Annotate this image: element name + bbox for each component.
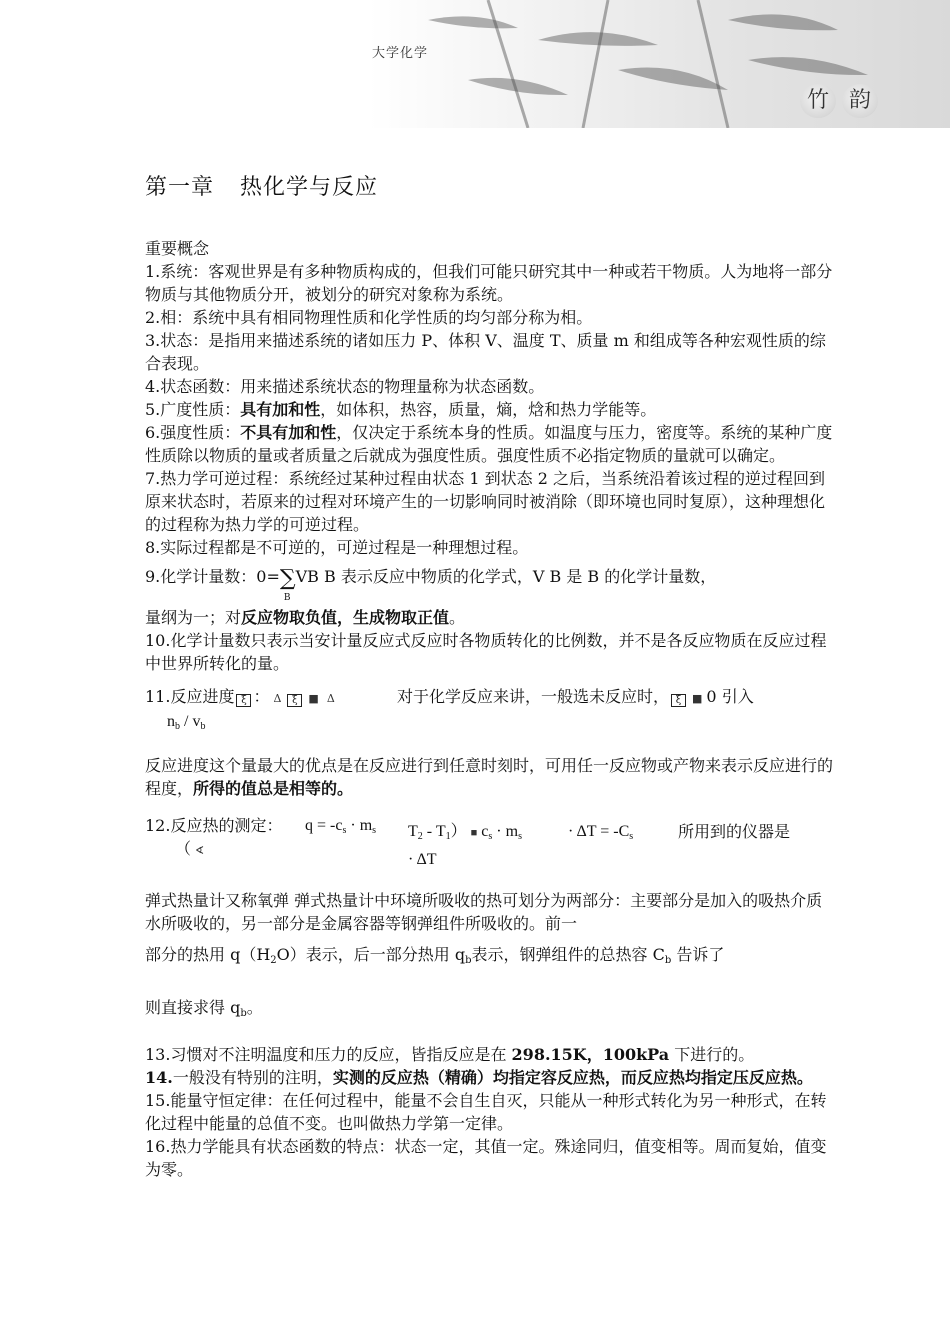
item-4: 4.状态函数：用来描述系统状态的物理量称为状态函数。	[145, 377, 545, 396]
chapter-number: 第一章	[145, 175, 215, 200]
item-12-cont-1: 弹式热量计又称氧弹 弹式热量计中环境所吸收的热可划分为两部分：主要部分是加入的吸热介质水所吸收的，另一部分是金属容器等钢弹组件所吸收的。前一	[145, 891, 823, 933]
xi-symbol-icon: ξ	[236, 694, 251, 707]
item-13: 13.习惯对不注明温度和压力的反应，皆指反应是在 298.15K，100kPa 下进行的。	[145, 1045, 755, 1064]
item-16: 16.热力学能具有状态函数的特点：状态一定，其值一定。殊途同归，值变相等。周而复始，值变为零。	[145, 1137, 827, 1179]
item-6: 6.强度性质：不具有加和性，仅决定于系统本身的性质。如温度与压力，密度等。系统的某种广度性质除以物质的量或者质量之后就成为强度性质。强度性质不必指定物质的量就可以确定。	[145, 423, 833, 465]
section-heading: 重要概念	[145, 239, 210, 258]
chapter-name: 热化学与反应	[240, 175, 379, 200]
arrow-mark-icon: ∢	[195, 844, 205, 857]
seal-rhyme: 韵	[842, 84, 878, 118]
item-1: 1.系统：客观世界是有多种物质构成的，但我们可能只研究其中一种或若干物质。人为地将一部分物质与其他物质分开，被划分的研究对象称为系统。	[145, 262, 833, 304]
header-title: 大学化学	[372, 46, 429, 61]
item-9-cont: 量纲为一；对反应物取负值，生成物取正值。	[145, 608, 466, 627]
item-14: 14.一般没有特别的注明，实测的反应热（精确）均指定容反应热，而反应热均指定压反应热。	[145, 1068, 813, 1087]
xi-symbol-icon: ξ	[671, 694, 686, 707]
item-3: 3.状态：是指用来描述系统的诸如压力 P、体积 V、温度 T、质量 m 和组成等各种宏观性质的综合表现。	[145, 331, 826, 373]
equals-mark-icon: ■	[308, 692, 319, 705]
item-12-cont-2: 部分的热用 $q(H_2O)$表示，后一部分热用 $q_b$表示，钢弹组件的总热容 $C_b$ 告诉了	[145, 945, 725, 966]
item-7: 7.热力学可逆过程：系统经过某种过程由状态 1 到状态 2 之后，当系统沿着该过程的逆过程回到原来状态时，若原来的过程对环境产生的一切影响同时被消除（即环境也同时复原），这种理想化的过程称为热力学的可逆过程。	[145, 469, 826, 534]
item-9: 9.化学计量数：0=∑ B VB B 表示反应中物质的化学式，V B 是 B 的化学计量数，	[145, 566, 717, 603]
item-12: 12.反应热的测定： （ ∢ $q = -c_s \cdot m_s$ $T_2 - T_1$） ■ $c_s \cdot m_s$ · ΔT · $\Delta T = -C_s$ 所用到的仪器是	[145, 816, 791, 868]
xi-symbol-icon: ξ	[287, 694, 302, 707]
item-11-cont: 反应进度这个量最大的优点是在反应进行到任意时刻时，可用任一反应物或产物来表示反应进行的程度，所得的值总是相等的。	[145, 756, 834, 798]
item-11: 11.反应进度 ξ ： Δ ξ ■ Δ $n_b / v_b$ 对于化学反应来讲，一般选未反应时， ξ ■ 0 引入	[145, 687, 754, 732]
equals-mark-icon: ■	[470, 827, 478, 839]
equals-mark-icon: ■	[692, 692, 703, 705]
chapter-title	[145, 170, 835, 201]
item-10: 10.化学计量数只表示当安计量反应式反应时各物质转化的比例数，并不是各反应物质在反应过程中世界所转化的量。	[145, 631, 827, 673]
item-2: 2.相：系统中具有相同物理性质和化学性质的均匀部分称为相。	[145, 308, 593, 327]
document-body	[145, 170, 835, 1181]
item-8: 8.实际过程都是不可逆的，可逆过程是一种理想过程。	[145, 538, 529, 557]
item-15: 15.能量守恒定律：在任何过程中，能量不会自生自灭，只能从一种形式转化为另一种形式，在转化过程中能量的总值不变。也叫做热力学第一定律。	[145, 1091, 827, 1133]
delta-mark-icon: Δ	[273, 692, 282, 705]
delta-mark-icon: Δ	[326, 692, 335, 705]
seal-bamboo: 竹	[800, 84, 836, 118]
item-12-cont-3: 则直接求得 $q_b$。	[145, 998, 263, 1019]
item-5: 5.广度性质：具有加和性，如体积，热容，质量，熵，焓和热力学能等。	[145, 400, 657, 419]
